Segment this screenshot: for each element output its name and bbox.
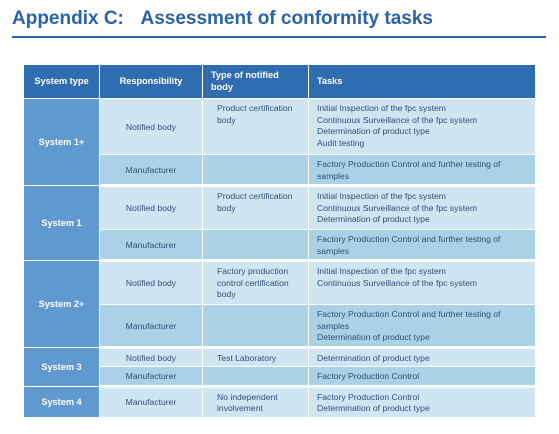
responsibility-cell: Notified body	[100, 261, 203, 305]
tasks-cell	[309, 367, 536, 387]
page-title	[12, 8, 433, 30]
task-item: Factory Production Control and further testing of samples	[317, 159, 501, 181]
responsibility-cell: Manufacturer	[100, 305, 203, 348]
task-item: Audit testing	[317, 137, 365, 148]
task-item: Determination of product type	[317, 126, 430, 136]
responsibility-cell: Notified body	[100, 99, 203, 155]
task-item: Initial Inspection of the fpc system	[317, 191, 446, 201]
notified-body-cell: Product certification body	[203, 186, 309, 230]
table-header-row	[24, 65, 536, 99]
task-item: Factory Production Control and further testing of samples	[317, 234, 501, 256]
responsibility-cell: Manufacturer	[100, 230, 203, 261]
tasks-cell	[309, 99, 536, 155]
system-type-cell: System 2+	[24, 261, 100, 348]
tasks-cell	[309, 347, 536, 367]
table-row	[24, 230, 536, 261]
system-type-cell: System 4	[24, 386, 100, 418]
task-item: Continuous Surveillance of the fpc system	[317, 202, 478, 213]
table-row	[24, 367, 536, 387]
task-item: Determination of product type	[317, 332, 430, 342]
conformity-table	[23, 64, 536, 420]
task-item: Initial Inspection of the fpc system	[317, 266, 446, 276]
task-item: Initial Inspection of the fpc system	[317, 103, 446, 113]
system-type-cell: System 1	[24, 186, 100, 261]
table-row	[24, 186, 536, 230]
system-type-cell: System 3	[24, 347, 100, 386]
page-title-label: Appendix C:	[12, 8, 124, 29]
tasks-cell	[309, 386, 536, 418]
notified-body-cell: No independent involvement	[203, 386, 309, 418]
responsibility-cell: Manufacturer	[100, 155, 203, 186]
task-item: Determination of product type	[317, 403, 430, 413]
header-system-type: System type	[24, 65, 100, 99]
notified-body-cell	[203, 230, 309, 261]
table-row	[24, 99, 536, 155]
table-body	[24, 99, 536, 419]
task-item: Factory Production Control	[317, 391, 420, 402]
notified-body-cell	[203, 367, 309, 387]
responsibility-cell: Manufacturer	[100, 367, 203, 387]
tasks-cell	[309, 155, 536, 186]
tasks-cell	[309, 230, 536, 261]
table-row	[24, 347, 536, 367]
notified-body-cell: Product certification body	[203, 99, 309, 155]
title-rule	[12, 36, 546, 38]
table-row	[24, 155, 536, 186]
responsibility-cell: Notified body	[100, 186, 203, 230]
task-item: Continuous Surveillance of the fpc system	[317, 114, 478, 125]
responsibility-cell: Notified body	[100, 347, 203, 367]
task-item: Determination of product type	[317, 352, 430, 363]
notified-body-cell	[203, 305, 309, 348]
header-notified-body-type: Type of notified body	[203, 65, 309, 99]
table-row	[24, 305, 536, 348]
task-item: Factory Production Control	[317, 371, 420, 381]
task-item: Determination of product type	[317, 214, 430, 224]
notified-body-cell	[203, 155, 309, 186]
tasks-cell	[309, 305, 536, 348]
header-tasks: Tasks	[309, 65, 536, 99]
task-item: Continuous Surveillance of the fpc system	[317, 277, 478, 288]
notified-body-cell: Test Laboratory	[203, 347, 309, 367]
task-item: Factory Production Control and further testing of samples	[317, 309, 501, 331]
tasks-cell	[309, 186, 536, 230]
notified-body-cell: Factory production control certification body	[203, 261, 309, 305]
system-type-cell: System 1+	[24, 99, 100, 186]
responsibility-cell: Manufacturer	[100, 386, 203, 418]
table-row	[24, 261, 536, 305]
header-responsibility: Responsibility	[100, 65, 203, 99]
table-row	[24, 386, 536, 418]
tasks-cell	[309, 261, 536, 305]
page-title-text: Assessment of conformity tasks	[140, 8, 433, 29]
